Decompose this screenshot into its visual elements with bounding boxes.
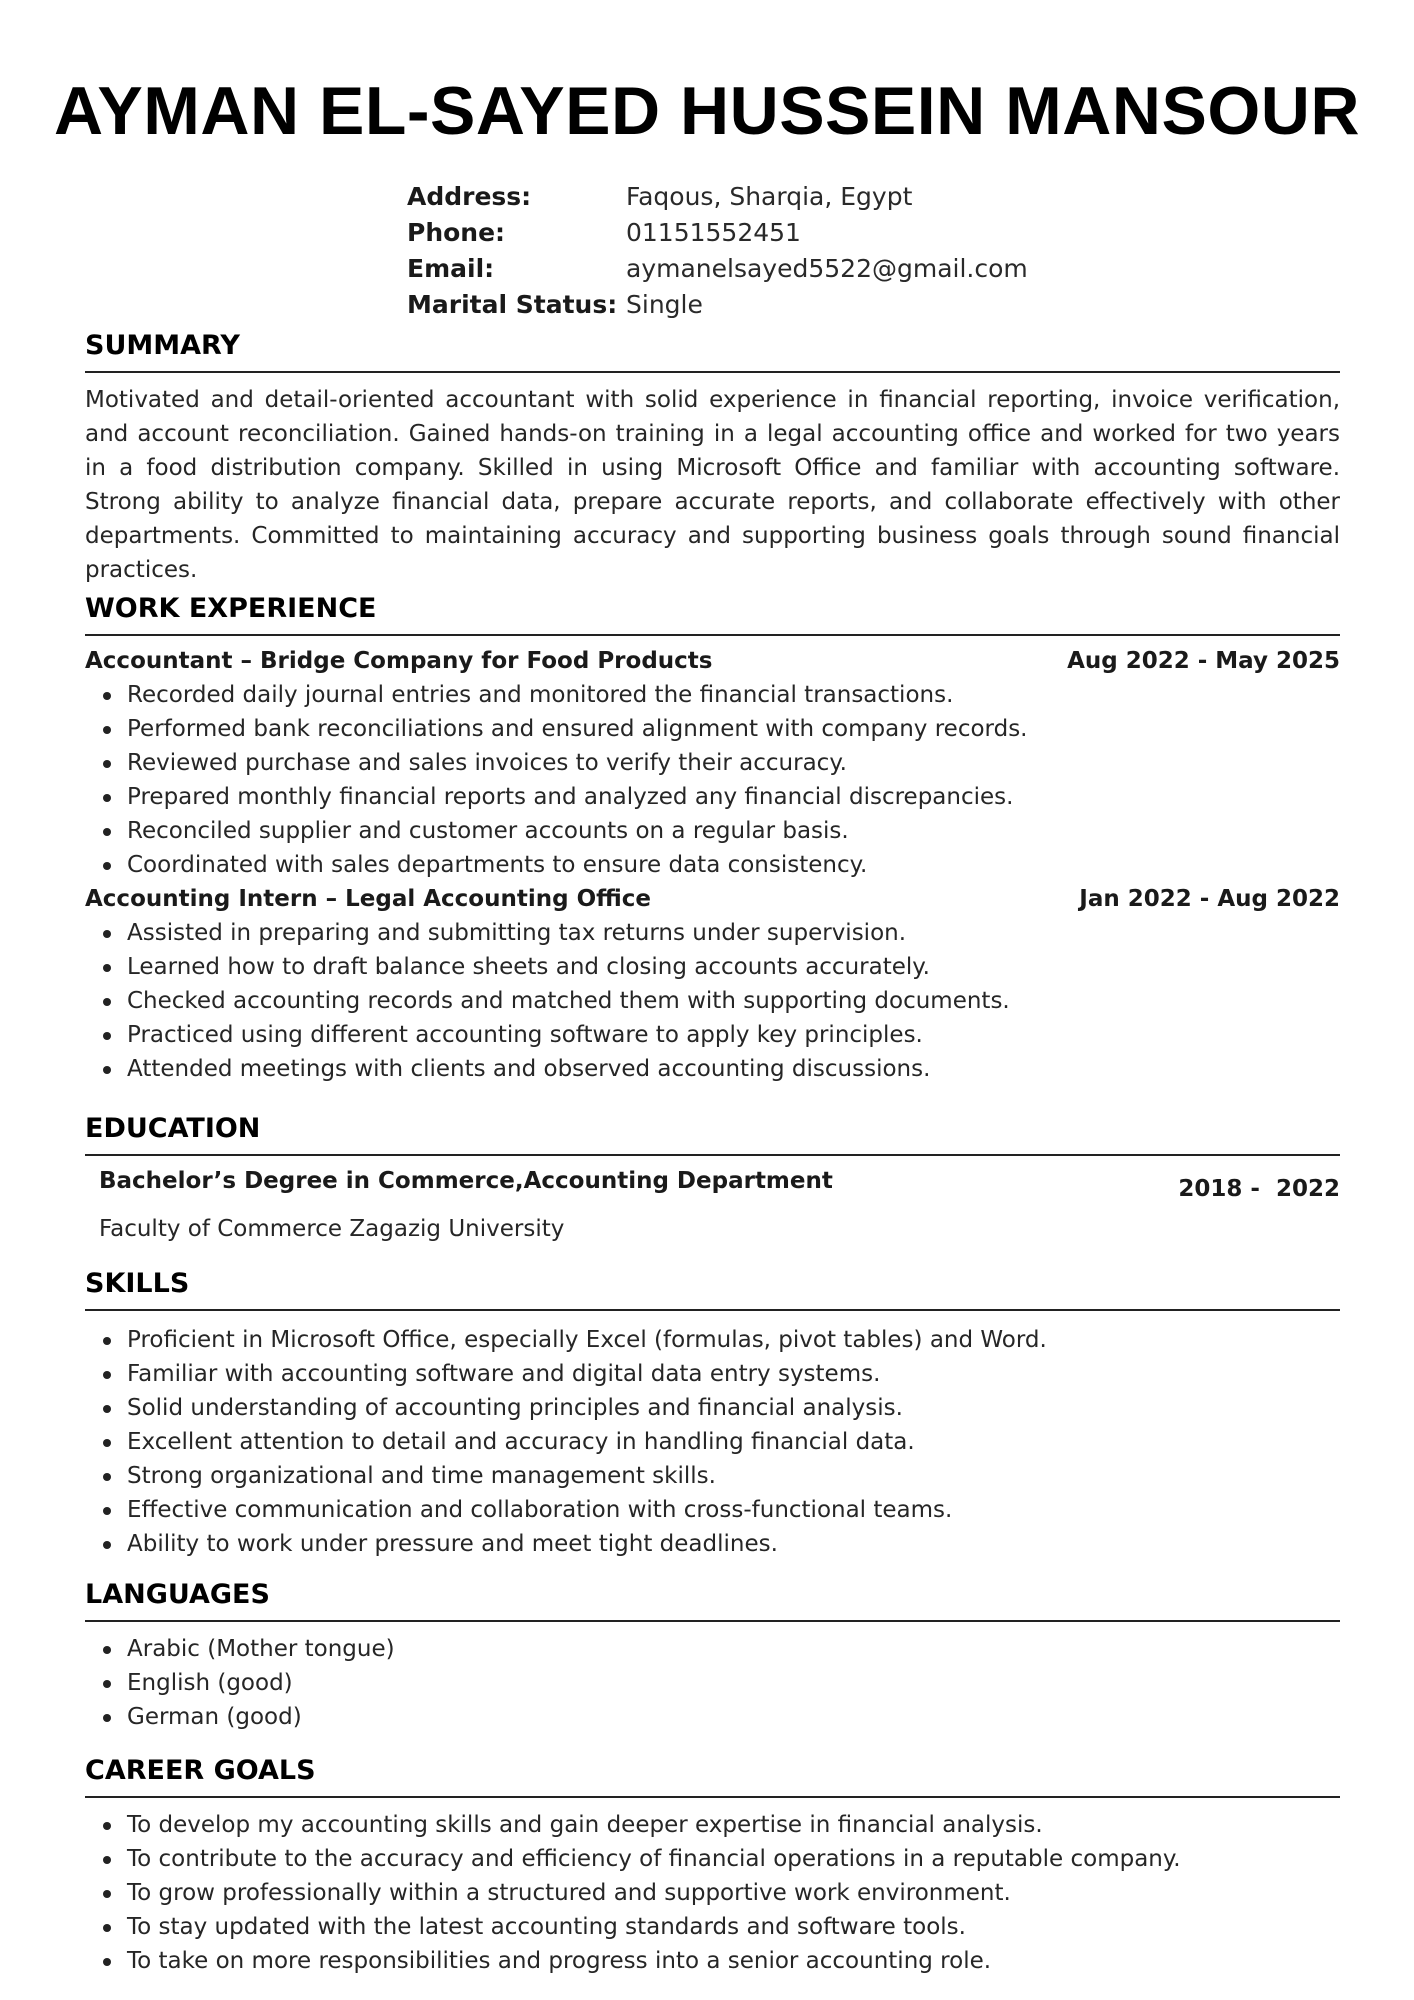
email-value: aymanelsayed5522@gmail.com bbox=[626, 253, 1028, 283]
job-entry bbox=[85, 882, 1340, 1086]
section-divider bbox=[85, 1309, 1340, 1311]
section-heading: EDUCATION bbox=[85, 1113, 261, 1144]
job-dates: Jan 2022 - Aug 2022 bbox=[1079, 886, 1340, 912]
list-item: To contribute to the accuracy and efficiency of financial operations in a reputable company. bbox=[85, 1842, 1340, 1876]
degree-title: Bachelor’s Degree in Commerce,Accounting Department bbox=[99, 1168, 833, 1194]
list-item: Coordinated with sales departments to ensure data consistency. bbox=[85, 848, 1340, 882]
list-item: Strong organizational and time management skills. bbox=[85, 1459, 1340, 1493]
contact-block bbox=[407, 178, 1028, 322]
list-item: To grow professionally within a structured and supportive work environment. bbox=[85, 1876, 1340, 1910]
job-dates: Aug 2022 - May 2025 bbox=[1067, 648, 1340, 674]
list-item: Practiced using different accounting software to apply key principles. bbox=[85, 1018, 1340, 1052]
school-name: Faculty of Commerce Zagazig University bbox=[99, 1216, 565, 1242]
section-divider bbox=[85, 371, 1340, 373]
list-item: To stay updated with the latest accounting standards and software tools. bbox=[85, 1910, 1340, 1944]
list-item: Checked accounting records and matched them with supporting documents. bbox=[85, 984, 1340, 1018]
list-item: Learned how to draft balance sheets and closing accounts accurately. bbox=[85, 950, 1340, 984]
education-section bbox=[85, 1112, 1340, 1242]
contact-address bbox=[407, 178, 1028, 214]
list-item: Recorded daily journal entries and monitored the financial transactions. bbox=[85, 678, 1340, 712]
section-heading: CAREER GOALS bbox=[85, 1755, 316, 1786]
education-entry bbox=[85, 1168, 1340, 1202]
skills-list bbox=[85, 1323, 1340, 1561]
job-duties bbox=[85, 678, 1340, 882]
career-goals-section bbox=[85, 1754, 1340, 1978]
list-item: Reconciled supplier and customer accounts on a regular basis. bbox=[85, 814, 1340, 848]
list-item: Prepared monthly financial reports and analyzed any financial discrepancies. bbox=[85, 780, 1340, 814]
list-item: Attended meetings with clients and observed accounting discussions. bbox=[85, 1052, 1340, 1086]
list-item: Excellent attention to detail and accuracy in handling financial data. bbox=[85, 1425, 1340, 1459]
address-value: Faqous, Sharqia, Egypt bbox=[626, 181, 913, 211]
section-heading: SKILLS bbox=[85, 1268, 190, 1299]
list-item: Solid understanding of accounting principles and financial analysis. bbox=[85, 1391, 1340, 1425]
job-header bbox=[85, 644, 1340, 678]
list-item: Proficient in Microsoft Office, especially Excel (formulas, pivot tables) and Word. bbox=[85, 1323, 1340, 1357]
summary-section bbox=[85, 329, 1340, 587]
contact-email bbox=[407, 250, 1028, 286]
list-item: Familiar with accounting software and digital data entry systems. bbox=[85, 1357, 1340, 1391]
list-item: To take on more responsibilities and progress into a senior accounting role. bbox=[85, 1944, 1340, 1978]
section-heading: WORK EXPERIENCE bbox=[85, 593, 377, 624]
list-item: Effective communication and collaboration with cross-functional teams. bbox=[85, 1493, 1340, 1527]
job-duties bbox=[85, 916, 1340, 1086]
contact-marital-status bbox=[407, 286, 1028, 322]
languages-list bbox=[85, 1632, 1340, 1734]
contact-label: Phone: bbox=[407, 217, 506, 247]
job-title: Accounting Intern – Legal Accounting Office bbox=[85, 886, 652, 912]
list-item: Reviewed purchase and sales invoices to verify their accuracy. bbox=[85, 746, 1340, 780]
section-divider bbox=[85, 1620, 1340, 1622]
career-goals-list bbox=[85, 1808, 1340, 1978]
contact-label: Address: bbox=[407, 181, 532, 211]
phone-value: 01151552451 bbox=[626, 217, 801, 247]
list-item: Arabic (Mother tongue) bbox=[85, 1632, 1340, 1666]
candidate-name: AYMAN EL-SAYED HUSSEIN MANSOUR bbox=[54, 73, 1360, 149]
education-years: 2018 - 2022 bbox=[1178, 1176, 1340, 1202]
job-header bbox=[85, 882, 1340, 916]
section-heading: SUMMARY bbox=[85, 330, 240, 361]
job-entry bbox=[85, 644, 1340, 882]
section-divider bbox=[85, 634, 1340, 636]
contact-phone bbox=[407, 214, 1028, 250]
section-divider bbox=[85, 1796, 1340, 1798]
marital-status-value: Single bbox=[626, 289, 703, 319]
list-item: Ability to work under pressure and meet tight deadlines. bbox=[85, 1527, 1340, 1561]
contact-label: Email: bbox=[407, 253, 495, 283]
work-experience-section bbox=[85, 592, 1340, 1086]
contact-label: Marital Status: bbox=[407, 289, 618, 319]
section-divider bbox=[85, 1154, 1340, 1156]
section-heading: LANGUAGES bbox=[85, 1579, 270, 1610]
list-item: Assisted in preparing and submitting tax returns under supervision. bbox=[85, 916, 1340, 950]
summary-text: Motivated and detail-oriented accountant with solid experience in financial reporting, invoice verification, and account reconciliation. Gained hands-on training in a legal accounting office and worked for two years in a food distribution company. Skilled in using Microsoft Office and familiar with accounting software. Strong ability to analyze financial data, prepare accurate reports, and collaborate effectively with other departments. Committed to maintaining accuracy and supporting business goals through sound financial practices. bbox=[85, 387, 1340, 583]
languages-section bbox=[85, 1578, 1340, 1734]
skills-section bbox=[85, 1267, 1340, 1561]
list-item: Performed bank reconciliations and ensured alignment with company records. bbox=[85, 712, 1340, 746]
list-item: German (good) bbox=[85, 1700, 1340, 1734]
job-title: Accountant – Bridge Company for Food Products bbox=[85, 648, 713, 674]
list-item: English (good) bbox=[85, 1666, 1340, 1700]
list-item: To develop my accounting skills and gain deeper expertise in financial analysis. bbox=[85, 1808, 1340, 1842]
